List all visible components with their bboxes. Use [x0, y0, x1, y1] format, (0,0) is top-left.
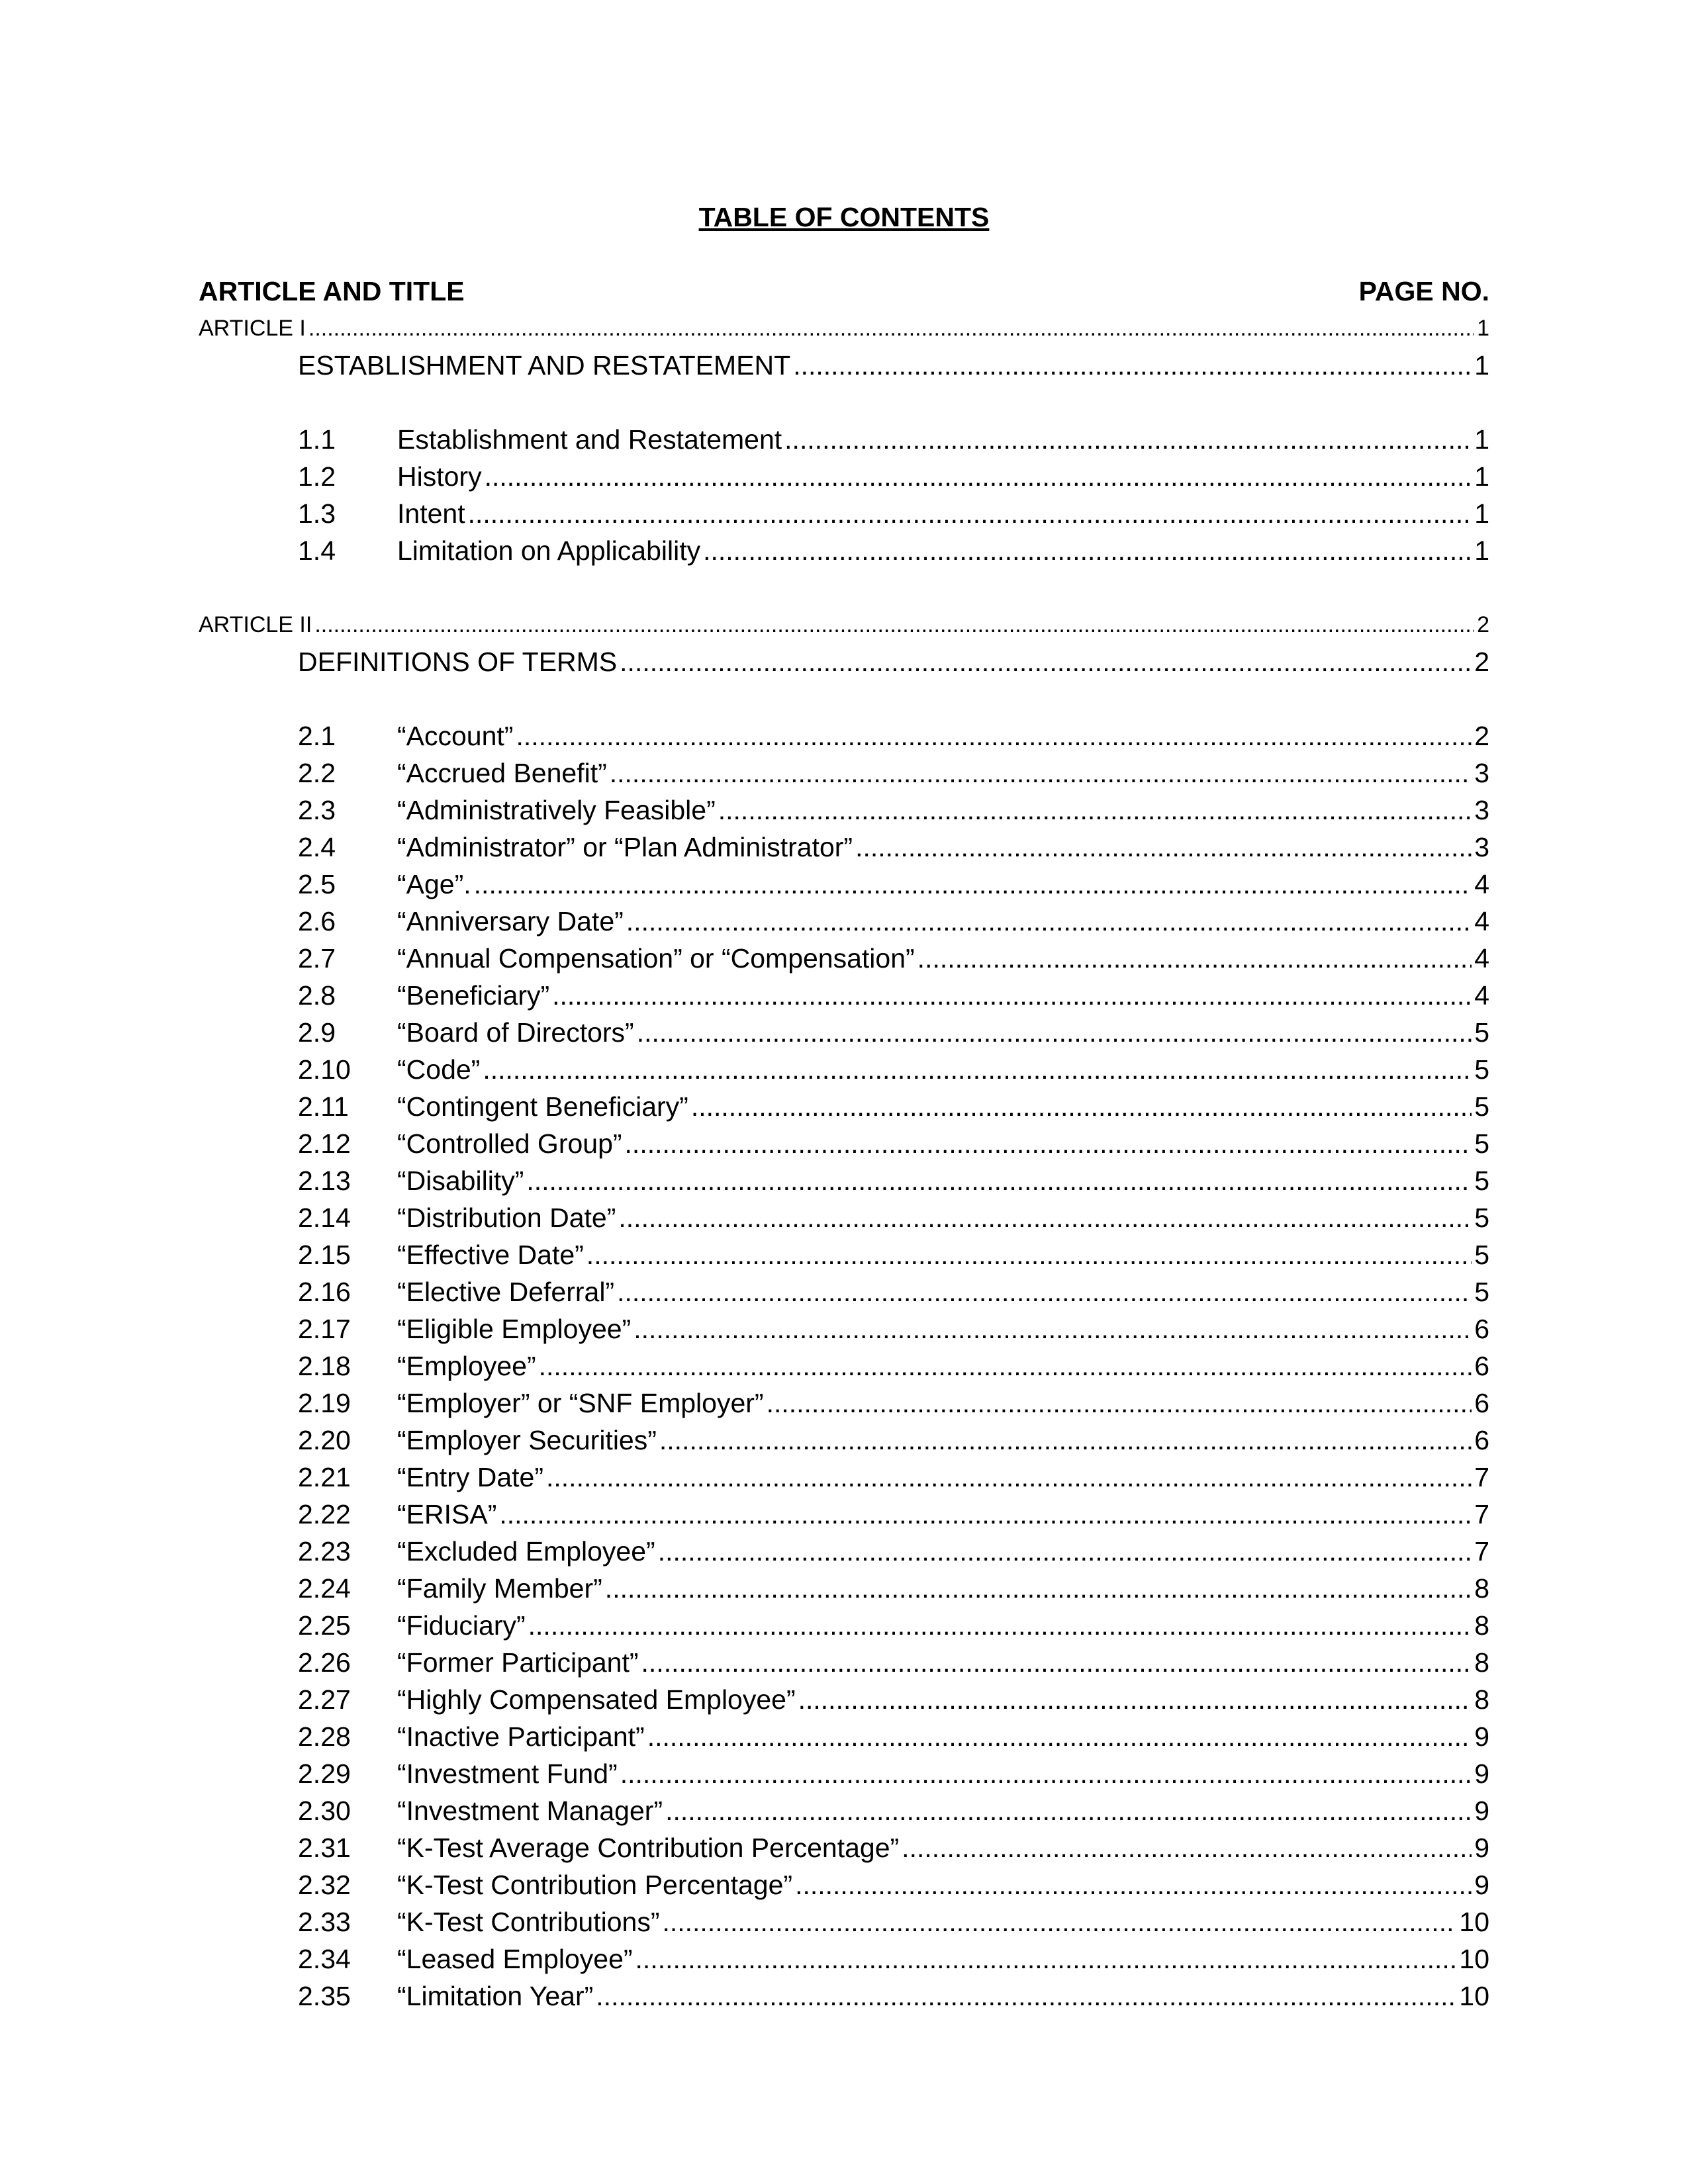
toc-entry-section [199, 1718, 1489, 1755]
toc-section-number: 2.28 [298, 1721, 351, 1752]
toc-entry-title: “Family Member” [397, 1573, 602, 1604]
toc-entry-section [199, 1755, 1489, 1792]
toc-entry-section [199, 1088, 1489, 1125]
toc-column-header [199, 273, 1489, 310]
toc-entry-title: “Employee” [397, 1351, 536, 1381]
toc-page-number: 1 [1474, 535, 1489, 566]
toc-page-number: 7 [1474, 1462, 1489, 1492]
dot-leader [546, 1459, 1472, 1496]
toc-entry-section [199, 1422, 1489, 1459]
toc-spacer [199, 569, 1489, 606]
toc-entry-section [199, 1199, 1489, 1236]
dot-leader [691, 1088, 1472, 1125]
dot-leader [586, 1236, 1472, 1273]
toc-entry-title: “Disability” [397, 1165, 524, 1196]
dot-leader [647, 1718, 1472, 1755]
toc-entry-title: Intent [397, 498, 465, 529]
toc-entries [199, 310, 1489, 2015]
toc-section-number: 2.6 [298, 906, 336, 936]
dot-leader [637, 1014, 1472, 1051]
dot-leader [795, 1866, 1472, 1903]
toc-page-number: 10 [1459, 1907, 1489, 1937]
dot-leader [625, 1125, 1472, 1162]
dot-leader [618, 1199, 1472, 1236]
toc-entry-section [199, 421, 1489, 458]
toc-entry-section [199, 940, 1489, 977]
toc-entry-section [199, 1273, 1489, 1310]
toc-entry-section [199, 532, 1489, 569]
toc-section-number: 2.18 [298, 1351, 351, 1381]
dot-leader [620, 643, 1472, 680]
toc-page-number: 2 [1477, 612, 1489, 637]
toc-entry-title: Establishment and Restatement [397, 424, 782, 455]
toc-entry-section [199, 1570, 1489, 1607]
toc-section-number: 2.22 [298, 1499, 351, 1529]
toc-page-number: 9 [1474, 1833, 1489, 1863]
toc-entry-section [199, 1829, 1489, 1866]
toc-entry-section [199, 1644, 1489, 1681]
dot-leader [718, 792, 1472, 829]
toc-entry-section [199, 1014, 1489, 1051]
dot-leader [528, 1607, 1472, 1644]
toc-entry-section [199, 1310, 1489, 1347]
toc-page-number: 10 [1459, 1981, 1489, 2011]
toc-section-number: 2.5 [298, 869, 336, 899]
toc-entry-title: “Distribution Date” [397, 1203, 616, 1233]
toc-page-number: 10 [1459, 1944, 1489, 1974]
toc-entry-title: “Entry Date” [397, 1462, 543, 1492]
toc-entry-section [199, 1051, 1489, 1088]
toc-entry-title: “Accrued Benefit” [397, 758, 607, 788]
dot-leader [633, 1310, 1472, 1347]
toc-page-number: 5 [1474, 1165, 1489, 1196]
dot-leader [662, 1903, 1456, 1940]
toc-section-number: 2.2 [298, 758, 336, 788]
toc-section-number: 2.16 [298, 1277, 351, 1307]
toc-section-number: 2.33 [298, 1907, 351, 1937]
dot-leader [635, 1940, 1457, 1978]
dot-leader [474, 866, 1472, 903]
toc-entry-section [199, 977, 1489, 1014]
toc-section-number: 2.4 [298, 832, 336, 862]
toc-page-number: 4 [1474, 906, 1489, 936]
toc-page-number: 6 [1474, 1425, 1489, 1455]
toc-page-number: 6 [1474, 1314, 1489, 1344]
toc-section-number: 2.26 [298, 1647, 351, 1678]
toc-page-number: 3 [1474, 758, 1489, 788]
dot-leader [605, 1570, 1472, 1607]
toc-entry-title: “Investment Fund” [397, 1758, 618, 1789]
toc-entry-title: “Controlled Group” [397, 1128, 622, 1159]
toc-section-number: 1.1 [298, 424, 336, 455]
dot-leader [793, 347, 1472, 384]
toc-entry-section [199, 1978, 1489, 2015]
toc-entry-heading [199, 347, 1489, 384]
toc-entry-section [199, 903, 1489, 940]
toc-entry-title: “Anniversary Date” [397, 906, 624, 936]
dot-leader [665, 1792, 1472, 1829]
toc-entry-heading [199, 643, 1489, 680]
dot-leader [485, 458, 1472, 495]
toc-entry-section [199, 1459, 1489, 1496]
toc-page-number: 9 [1474, 1721, 1489, 1752]
toc-page-number: 6 [1474, 1388, 1489, 1418]
dot-leader [617, 1273, 1472, 1310]
dot-leader [468, 495, 1472, 532]
dot-leader [658, 1533, 1472, 1570]
toc-entry-title: “Elective Deferral” [397, 1277, 615, 1307]
toc-entry-section [199, 495, 1489, 532]
toc-entry-section [199, 458, 1489, 495]
dot-leader [610, 754, 1472, 792]
dot-leader [552, 977, 1472, 1014]
toc-section-number: 2.8 [298, 980, 336, 1011]
toc-section-number: 1.2 [298, 461, 336, 492]
dot-leader [659, 1422, 1472, 1459]
dot-leader [626, 903, 1472, 940]
dot-leader [526, 1162, 1472, 1199]
dot-leader [641, 1644, 1472, 1681]
toc-section-number: 2.13 [298, 1165, 351, 1196]
toc-entry-section [199, 1866, 1489, 1903]
toc-page-number: 4 [1474, 943, 1489, 974]
column-header-article: ARTICLE AND TITLE [199, 276, 465, 306]
toc-entry-section [199, 1940, 1489, 1978]
dot-leader [703, 532, 1472, 569]
toc-section-number: 2.21 [298, 1462, 351, 1492]
toc-page-number: 1 [1474, 498, 1489, 529]
toc-entry-title: Limitation on Applicability [397, 535, 701, 566]
toc-page-number: 5 [1474, 1203, 1489, 1233]
dot-leader [620, 1755, 1472, 1792]
toc-entry-title: “Employer Securities” [397, 1425, 657, 1455]
toc-page-number: 7 [1474, 1499, 1489, 1529]
column-header-page: PAGE NO. [1358, 276, 1489, 306]
toc-page-number: 5 [1474, 1128, 1489, 1159]
toc-section-number: 2.23 [298, 1536, 351, 1567]
dot-leader [798, 1681, 1472, 1718]
toc-entry-title: ESTABLISHMENT AND RESTATEMENT [298, 350, 791, 381]
toc-entry-title: History [397, 461, 482, 492]
toc-section-number: 2.24 [298, 1573, 351, 1604]
toc-title: TABLE OF CONTENTS [698, 202, 990, 232]
toc-entry-section [199, 1162, 1489, 1199]
toc-section-number: 2.12 [298, 1128, 351, 1159]
toc-section-number: 2.19 [298, 1388, 351, 1418]
toc-entry-section [199, 866, 1489, 903]
dot-leader [784, 421, 1472, 458]
toc-section-number: 2.14 [298, 1203, 351, 1233]
toc-entry-title: “Employer” or “SNF Employer” [397, 1388, 764, 1418]
toc-section-number: 2.17 [298, 1314, 351, 1344]
toc-entry-title: “Excluded Employee” [397, 1536, 655, 1567]
toc-page-number: 4 [1474, 980, 1489, 1011]
toc-page-number: 8 [1474, 1610, 1489, 1641]
toc-entry-section [199, 792, 1489, 829]
toc-section-number: 2.27 [298, 1684, 351, 1715]
toc-section-number: 2.29 [298, 1758, 351, 1789]
toc-entry-title: “Inactive Participant” [397, 1721, 645, 1752]
toc-entry-section [199, 1903, 1489, 1940]
toc-section-number: 2.25 [298, 1610, 351, 1641]
toc-entry-section [199, 717, 1489, 754]
toc-entry-section [199, 1533, 1489, 1570]
toc-section-number: 2.9 [298, 1017, 336, 1048]
toc-page-number: 3 [1474, 795, 1489, 825]
toc-section-number: 2.7 [298, 943, 336, 974]
toc-section-number: 2.15 [298, 1240, 351, 1270]
toc-page-number: 2 [1474, 647, 1489, 677]
toc-page-number: 7 [1474, 1536, 1489, 1567]
toc-section-number: 2.20 [298, 1425, 351, 1455]
dot-leader [516, 717, 1472, 754]
toc-section-number: 2.10 [298, 1054, 351, 1085]
toc-page-number: 5 [1474, 1091, 1489, 1122]
toc-entry-title: “Leased Employee” [397, 1944, 633, 1974]
toc-entry-title: “Administratively Feasible” [397, 795, 716, 825]
toc-page-number: 3 [1474, 832, 1489, 862]
toc-entry-section [199, 1125, 1489, 1162]
dot-leader [539, 1347, 1472, 1385]
toc-page-number: 2 [1474, 721, 1489, 751]
toc-entry-title: “Age”. [397, 869, 471, 899]
toc-entry-title: “Beneficiary” [397, 980, 550, 1011]
toc-entry-section [199, 1496, 1489, 1533]
dot-leader [314, 606, 1474, 643]
toc-entry-section [199, 1385, 1489, 1422]
toc-page-number: 8 [1474, 1684, 1489, 1715]
dot-leader [499, 1496, 1472, 1533]
toc-entry-title: ARTICLE II [199, 612, 312, 637]
toc-page-number: 9 [1474, 1870, 1489, 1900]
toc-page-number: 1 [1474, 461, 1489, 492]
toc-entry-section [199, 829, 1489, 866]
toc-entry-title: “Effective Date” [397, 1240, 584, 1270]
toc-entry-title: “K-Test Average Contribution Percentage” [397, 1833, 900, 1863]
dot-leader [483, 1051, 1472, 1088]
dot-leader [917, 940, 1472, 977]
toc-section-number: 2.32 [298, 1870, 351, 1900]
toc-page-number: 5 [1474, 1054, 1489, 1085]
toc-entry-title: “Eligible Employee” [397, 1314, 632, 1344]
toc-spacer [199, 384, 1489, 421]
toc-entry-section [199, 1347, 1489, 1385]
toc-page-number: 5 [1474, 1017, 1489, 1048]
dot-leader [767, 1385, 1472, 1422]
dot-leader [855, 829, 1472, 866]
toc-section-number: 2.11 [298, 1091, 349, 1122]
toc-entry-title: DEFINITIONS OF TERMS [298, 647, 618, 677]
toc-page-number: 1 [1474, 350, 1489, 381]
toc-entry-title: “Investment Manager” [397, 1796, 663, 1826]
toc-section-number: 2.30 [298, 1796, 351, 1826]
toc-entry-title: “Board of Directors” [397, 1017, 634, 1048]
toc-page-number: 9 [1474, 1796, 1489, 1826]
toc-section-number: 2.3 [298, 795, 336, 825]
toc-entry-title: “K-Test Contributions” [397, 1907, 660, 1937]
toc-entry-title: “Highly Compensated Employee” [397, 1684, 796, 1715]
toc-entry-section [199, 1792, 1489, 1829]
toc-entry-article [199, 310, 1489, 347]
toc-entry-title: “Annual Compensation” or “Compensation” [397, 943, 915, 974]
toc-entry-title: “Contingent Beneficiary” [397, 1091, 688, 1122]
dot-leader [902, 1829, 1472, 1866]
toc-spacer [199, 680, 1489, 717]
toc-section-number: 2.31 [298, 1833, 351, 1863]
toc-entry-title: “Account” [397, 721, 514, 751]
toc-entry-title: “Former Participant” [397, 1647, 639, 1678]
toc-section-number: 2.1 [298, 721, 336, 751]
toc-page-number: 8 [1474, 1573, 1489, 1604]
toc-section-number: 1.4 [298, 535, 336, 566]
toc-page-number: 1 [1474, 424, 1489, 455]
toc-entry-article [199, 606, 1489, 643]
toc-entry-section [199, 1607, 1489, 1644]
toc-entry-title: “Fiduciary” [397, 1610, 526, 1641]
toc-entry-title: “Code” [397, 1054, 481, 1085]
dot-leader [308, 310, 1474, 347]
toc-entry-title: “Administrator” or “Plan Administrator” [397, 832, 853, 862]
dot-leader [596, 1978, 1456, 2015]
toc-entry-title: “K-Test Contribution Percentage” [397, 1870, 793, 1900]
toc-section-number: 2.34 [298, 1944, 351, 1974]
toc-entry-section [199, 1681, 1489, 1718]
toc-page-number: 5 [1474, 1277, 1489, 1307]
toc-entry-section [199, 1236, 1489, 1273]
toc-entry-title: ARTICLE I [199, 316, 306, 341]
toc-page-number: 9 [1474, 1758, 1489, 1789]
toc-page-number: 8 [1474, 1647, 1489, 1678]
toc-page-number: 6 [1474, 1351, 1489, 1381]
toc-entry-title: “Limitation Year” [397, 1981, 594, 2011]
toc-entry-title: “ERISA” [397, 1499, 497, 1529]
toc-page-number: 1 [1477, 316, 1489, 341]
toc-entry-section [199, 754, 1489, 792]
toc-section-number: 1.3 [298, 498, 336, 529]
toc-page-number: 4 [1474, 869, 1489, 899]
toc-page-number: 5 [1474, 1240, 1489, 1270]
toc-section-number: 2.35 [298, 1981, 351, 2011]
